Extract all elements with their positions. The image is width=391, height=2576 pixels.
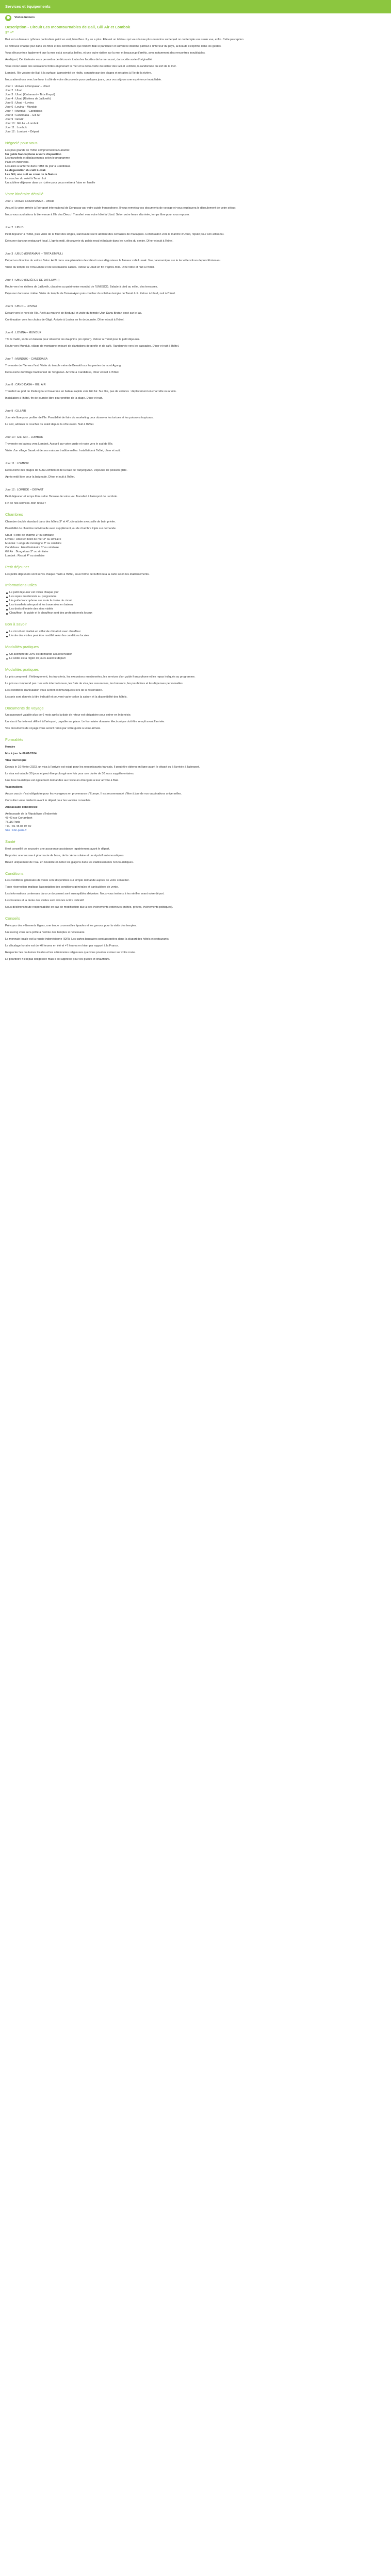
payment-item: Un acompte de 30% est demandé à la réservation: [5, 653, 386, 657]
intro: [5, 38, 386, 82]
intro-day: Jour 9 : Gili Air: [5, 117, 24, 121]
top-bar: [0, 0, 391, 13]
payment-list: [5, 653, 386, 661]
user-name[interactable]: Visites Indoors: [14, 16, 35, 20]
negocie-line: Pass en Indonésie.: [5, 161, 29, 164]
conditions-line: Toute réservation implique l'acceptation des conditions générales et particulières de vente.: [5, 886, 119, 889]
intro-days: [5, 85, 386, 134]
day-block: [5, 279, 386, 296]
negocie-line: Le coucher du soleil à Tanah Lot: [5, 177, 46, 181]
day-text: Après-midi libre pour la baignade. Dîner et nuit à l'hôtel.: [5, 476, 75, 479]
section-title-docs: Documents de voyage: [5, 705, 44, 710]
section-title-itinerary: Votre itinéraire détaillé: [5, 192, 44, 197]
intro-day: Jour 10 : Gili Air – Lombok: [5, 122, 39, 125]
hotel-item: Ubud : Hôtel de charme 3* ou similaire: [5, 533, 54, 537]
hotel-item: Lombok : Resort 4* ou similaire: [5, 554, 45, 557]
extra-line: Le décalage horaire est de +6 heures en été et +7 heures en hiver par rapport à la France.: [5, 944, 119, 947]
day-title: Jour 3 : UBUD (KINTAMANI – TIRTA EMPUL): [5, 252, 63, 256]
hotel-item: Lovina : Hôtel en bord de mer 3* ou similaire: [5, 537, 61, 541]
terms-line: Le prix ne comprend pas : les vols internationaux, les frais de visa, les assurances, les boissons, les pourboires et les dépenses personnelles.: [5, 682, 184, 685]
intro-paragraph: Lombok, l'île voisine de Bali à la surface, à proximité de récifs, conduite par des plages et retraites à l'ile de la rivière.: [5, 72, 152, 75]
docs-line: Un passeport valable plus de 6 mois après la date de retour est obligatoire pour entrer en Indonésie.: [5, 714, 132, 717]
day-text: Continuation vers les chutes de Gitgit. Arrivée à Lovina en fin de journée. Dîner et nuit à l'hôtel.: [5, 318, 124, 321]
day-block: [5, 436, 386, 453]
visa-line: Depuis le 10 février 2023, un visa à l'arrivée est exigé pour les ressortissants français. Il peut être obtenu en ligne avant le départ ou à l'arrivée à l'aéroport.: [5, 766, 200, 769]
negocie-line: Les transferts et déplacements selon le programme: [5, 157, 70, 160]
rooms-line: Chambre double standard dans des hôtels 3* et 4*, climatisée avec salle de bain privée.: [5, 520, 116, 523]
day-block: [5, 305, 386, 323]
day-text: Installation à l'hôtel, fin de journée libre pour profiter de la plage. Dîner et nuit.: [5, 397, 103, 400]
itinerary-days: [5, 200, 386, 506]
hotel-item: Munduk : Lodge de montagne 3* ou similaire: [5, 541, 62, 545]
conditions-line: Les conditions générales de vente sont disponibles sur simple demande auprès de votre conseiller.: [5, 879, 130, 883]
day-text: Déjeuner dans une rizière. Visite du temple de Taman Ayun puis coucher du soleil au temple de Tanah Lot. Retour à Ubud, nuit à l'hôtel.: [5, 292, 176, 295]
extra-line: La monnaie locale est la roupie indonésienne (IDR). Les cartes bancaires sont acceptées dans la plupart des hôtels et restaurants.: [5, 938, 170, 941]
contact-line: Ambassade de la République d'Indonésie: [5, 812, 58, 816]
negocie-line: Les ailes à lanterne dans l'effet du jour à Candidasa: [5, 165, 71, 168]
section-title-terms: Modalités pratiques: [5, 667, 39, 672]
day-text: Départ vers le nord de l'île. Arrêt au marché de Bedugul et visite du temple Ulun Danu Bratan posé sur le lac.: [5, 311, 142, 315]
intro-paragraph: Au départ, Cet itinéraire vous permettra de découvrir toutes les facettes de la mer aussi, dans cette sorte d'originalité.: [5, 58, 153, 62]
day-text: Tôt le matin, sortie en bateau pour observer les dauphins (en option). Retour à l'hôtel pour le petit déjeuner.: [5, 337, 140, 341]
formalities-updated: Mis à jour le 02/01/2024: [5, 752, 37, 756]
intro-paragraph: Vous vivrez aussi des sensations fortes en prenant la mer et la découverte du rocher des Gili et Lombok, la randonnée du sort de la mer.: [5, 65, 177, 69]
contact-title: Ambassade d'Indonésie: [5, 805, 38, 809]
header-title: Services et équipements: [5, 4, 51, 9]
intro-paragraph: se retrouve chaque jour dans les fêtes et les cérémonies qui rendent Bali si particulier et suivent le dixième partout à l'intérieur du pays, la beauté s'exprime dans les gestes.: [5, 45, 222, 48]
section-title-bon-a-savoir: Bon à savoir: [5, 622, 27, 627]
user-avatar-icon: [5, 15, 11, 21]
day-text: Le soir, admirez le coucher du soleil depuis la côte ouest. Nuit à l'hôtel.: [5, 423, 94, 427]
day-title: Jour 12 : LOMBOK – DÉPART: [5, 488, 44, 492]
main-content: [0, 23, 391, 962]
day-text: Nous vous souhaitons la bienvenue à l'île des Dieux ! Transfert vers votre hôtel à Ubud. Selon votre heure d'arrivée, temps libre pour vous reposer.: [5, 213, 190, 217]
section-title-formalities: Formalités: [5, 737, 24, 742]
hotel-item: Gili Air : Bungalows 3* ou similaire: [5, 550, 48, 553]
terms-line: Les prix sont donnés à titre indicatif et peuvent varier selon la saison et la disponibilité des hôtels.: [5, 695, 127, 699]
conditions-line: Les informations contenues dans ce document sont susceptibles d'évoluer. Nous vous invitons à les vérifier avant votre départ.: [5, 892, 165, 896]
day-block: [5, 200, 386, 217]
visa-line: Le visa est valable 30 jours et peut être prolongé une fois pour une durée de 30 jours supplémentaires.: [5, 772, 135, 776]
breakfast-line: Les petits déjeuners sont servis chaque matin à l'hôtel, sous forme de buffet ou à la carte selon les établissements.: [5, 572, 150, 576]
conditions-line: Les horaires et la durée des visites sont donnés à titre indicatif.: [5, 899, 85, 903]
day-block: [5, 358, 386, 375]
day-block: [5, 462, 386, 480]
vaccine-line: Consultez votre médecin avant le départ pour les vaccins conseillés.: [5, 799, 91, 802]
section-title-payment: Modalités pratiques: [5, 644, 39, 649]
included-item: Un guide francophone sur toute la durée du circuit: [5, 599, 386, 603]
extra-line: Prévoyez des vêtements légers, une tenue couvrant les épaules et les genoux pour la visite des temples.: [5, 924, 137, 928]
day-title: Jour 4 : UBUD (RIZIÈRES DE JATILUWIH): [5, 278, 60, 282]
visa-title: Visa touristique: [5, 759, 27, 762]
intro-paragraph: Vous découvrirez également que la mer est à son plus belles, et une autre rizière sur la mer et beaucoup d'arrêts, avec notamment des rencontres inoubliables.: [5, 52, 206, 55]
day-text: Accueil à votre arrivée à l'aéroport international de Denpasar par votre guide francophone. Il vous remettra vos documents de voyage et vous expliquera le déroulement de votre séjour.: [5, 207, 236, 210]
day-title: Jour 9 : GILI AIR: [5, 410, 26, 413]
day-block: [5, 331, 386, 349]
day-title: Jour 6 : LOVINA – MUNDUK: [5, 331, 41, 334]
intro-day: Jour 4 : Ubud (Rizières de Jatiluwih): [5, 97, 51, 100]
health-line: Buvez uniquement de l'eau en bouteille et évitez les glaçons dans les établissements non touristiques.: [5, 860, 134, 864]
section-title-rooms: Chambres: [5, 512, 23, 517]
section-title-breakfast: Petit déjeuner: [5, 564, 29, 569]
section-title-health: Santé: [5, 839, 15, 844]
day-block: [5, 383, 386, 401]
included-item: Les transferts aéroport et les traversées en bateau: [5, 603, 386, 607]
day-text: Petit déjeuner à l'hôtel, puis visite de la forêt des singes, sanctuaire sacré abritant des centaines de macaques. Continuation vers le marché d'Ubud, réputé pour son artisanat.: [5, 233, 224, 236]
bon-item: Le circuit est réalisé en véhicule climatisé avec chauffeur: [5, 630, 386, 634]
visa-line: Une taxe touristique est également demandée aux visiteurs étrangers à leur arrivée à Bali.: [5, 779, 119, 783]
page: [0, 0, 391, 962]
day-block: [5, 226, 386, 244]
intro-day: Jour 1 : Arrivée à Denpasar – Ubud: [5, 85, 50, 89]
terms-line: Les conditions d'annulation vous seront communiquées lors de la réservation.: [5, 688, 103, 692]
hotel-list: [5, 534, 386, 558]
day-title: Jour 1 : Arrivée à DENPASAR – UBUD: [5, 200, 54, 204]
bon-item: L'ordre des visites peut être modifié selon les conditions locales: [5, 634, 386, 638]
payment-item: Le solde est à régler 30 jours avant le départ: [5, 657, 386, 661]
extra-line: Un sarong vous sera prêté à l'entrée des temples si nécessaire.: [5, 931, 86, 935]
included-item: Le petit déjeuner est inclus chaque jour: [5, 591, 386, 595]
rooms-line: Possibilité de chambre individuelle avec supplément, ou de chambre triple sur demande.: [5, 527, 117, 530]
day-text: Traversée de l'île vers l'est. Visite du temple mère de Besakih sur les pentes du mont Agung.: [5, 364, 122, 367]
day-text: Visite d'un village Sasak et de ses maisons traditionnelles. Installation à l'hôtel, dîner et nuit.: [5, 449, 121, 453]
included-list: [5, 591, 386, 616]
day-text: Déjeuner dans un restaurant local. L'après-midi, découverte du palais royal et balade dans les ruelles du centre. Dîner et nuit à l'hôtel.: [5, 239, 173, 243]
intro-day: Jour 3 : Ubud (Kintamani – Tirta Empul): [5, 93, 55, 96]
terms-line: Le prix comprend : l'hébergement, les transferts, les excursions mentionnées, les services d'un guide francophone et les repas indiqués au programme.: [5, 675, 196, 679]
day-text: Journée libre pour profiter de l'île. Possibilité de faire du snorkeling pour observer les tortues et les poissons tropicaux.: [5, 416, 154, 420]
extra-line: Respectez les coutumes locales et les cérémonies religieuses que vous pourriez croiser sur votre route.: [5, 951, 136, 954]
intro-day: Jour 2 : Ubud: [5, 89, 23, 92]
intro-day: Jour 7 : Munduk – Candidasa: [5, 109, 42, 113]
included-item: Les droits d'entrée des sites visités: [5, 607, 386, 612]
day-text: Traversée en bateau vers Lombok. Accueil par votre guide et route vers le sud de l'île.: [5, 443, 113, 446]
intro-day: Jour 5 : Ubud – Lovina: [5, 101, 34, 105]
contact-line: 75116 Paris: [5, 820, 20, 824]
negocie-line: Un sublime déjeuner dans un rizière pour vous mettre à l'aise en famille: [5, 181, 95, 185]
contact-line: 47-49 rue Cortambert: [5, 816, 32, 820]
section-title-conditions: Conditions: [5, 871, 24, 876]
day-title: Jour 8 : CANDIDASA – GILI AIR: [5, 383, 46, 387]
day-text: Visite du temple de Tirta Empul et de ses bassins sacrés. Retour à Ubud en fin d'après-midi. Dîner libre et nuit à l'hôtel.: [5, 265, 155, 269]
day-block: [5, 488, 386, 506]
day-title: Jour 5 : UBUD – LOVINA: [5, 304, 37, 308]
intro-paragraph: Nous attendrons avec bonheur à côté de votre découverte pour quelques jours, pour vos séjours une expérience inoubliable.: [5, 78, 162, 82]
health-line: Emportez une trousse à pharmacie de base, de la crème solaire et un répulsif anti-moustiques.: [5, 854, 125, 857]
negocie-line: Les plus grands de l'hôtel comprennent la Garantie:: [5, 148, 70, 152]
intro-day: Jour 11 : Lombok: [5, 126, 27, 129]
day-text: Route vers Munduk, village de montagne entouré de plantations de girofle et de café. Randonnée vers les cascades. Dîner et nuit à l'hôtel.: [5, 344, 180, 348]
included-item: Chauffeur : le guide et le chauffeur sont des professionnels locaux: [5, 612, 386, 616]
contact-line: Tél. : 01 45 03 07 60: [5, 824, 31, 828]
bon-list: [5, 630, 386, 638]
health-line: Il est conseillé de souscrire une assurance assistance rapatriement avant le départ.: [5, 847, 110, 851]
intro-paragraph: Bali est un lieu aux rythmes particuliers peint en vert, bleu fleur. Il y en a plus. Elle est un tableau qui vous laisse plus ou moins sur lequel on contemple une seule vue, enfin. Cette perception: [5, 38, 243, 42]
extra-line: Le pourboire n'est pas obligatoire mais il est apprécié pour les guides et chauffeurs.: [5, 957, 110, 961]
page-title: [5, 25, 386, 35]
day-block: [5, 252, 386, 270]
negocie-line: Un guide francophone à votre disposition: [5, 152, 61, 156]
formalities-note: Horaire: [5, 745, 15, 749]
negocie-block: [5, 149, 386, 186]
docs-line: Un visa à l'arrivée est délivré à l'aéroport, payable sur place. Le formulaire douanier électronique doit être rempli avant l'arrivée.: [5, 720, 165, 724]
day-text: Transfert au port de Padangbai et traversée en bateau rapide vers Gili Air. Sur l'île, pas de voitures : déplacement en charrette ou à vélo.: [5, 390, 177, 394]
included-item: Les repas mentionnés au programme: [5, 595, 386, 599]
negocie-line: La dégustation du café Luwak: [5, 169, 46, 173]
section-title-extra: Conseils: [5, 916, 20, 921]
user-bar: [0, 13, 391, 23]
vaccine-title: Vaccinations: [5, 786, 23, 789]
docs-line: Vos documents de voyage vous seront remis par votre guide à votre arrivée.: [5, 727, 101, 731]
day-text: Départ en direction du volcan Batur. Arrêt dans une plantation de café où vous dégusterez le fameux café Luwak. Vue panoramique sur le lac et le volcan depuis Kintamani.: [5, 259, 221, 262]
day-text: Fin de nos services. Bon retour !: [5, 502, 46, 505]
day-text: Route vers les rizières de Jatiluwih, classées au patrimoine mondial de l'UNESCO. Balade à pied au milieu des terrasses.: [5, 285, 158, 289]
day-text: Petit déjeuner et temps libre selon l'horaire de votre vol. Transfert à l'aéroport de Lombok.: [5, 495, 118, 499]
vaccine-line: Aucun vaccin n'est obligatoire pour les voyageurs en provenance d'Europe. Il est recommandé d'être à jour de vos vaccinations universelles.: [5, 792, 182, 795]
day-title: Jour 11 : LOMBOK: [5, 462, 29, 466]
conditions-line: Nous déclinons toute responsabilité en cas de modification due à des événements extérieurs (météo, grèves, événements politiques).: [5, 906, 173, 909]
section-title-included: Informations utiles: [5, 583, 37, 588]
contact-block: [5, 812, 386, 833]
day-text: Découverte du village traditionnel de Tenganan. Arrivée à Candidasa, dîner et nuit à l'hôtel.: [5, 370, 120, 374]
day-title: Jour 10 : GILI AIR – LOMBOK: [5, 436, 43, 439]
intro-day: Jour 6 : Lovina – Munduk: [5, 105, 37, 109]
contact-website-link[interactable]: Site : kbri-paris.fr: [5, 828, 27, 832]
page-title-line: Description - Circuit Les Incontournables de Bali, Gili Air et Lombok: [5, 25, 131, 29]
intro-day: Jour 12 : Lombok – Départ: [5, 130, 39, 133]
intro-day: Jour 8 : Candidasa – Gili Air: [5, 113, 41, 117]
hotel-item: Candidasa : Hôtel balnéaire 3* ou similaire: [5, 546, 59, 549]
page-title-line: 3* +*: [5, 30, 14, 35]
day-block: [5, 410, 386, 427]
section-title-negocie: Négocié pour vous: [5, 140, 38, 145]
day-text: Découverte des plages de Kuta Lombok et de la baie de Tanjung Aan. Déjeuner de poisson grillé.: [5, 469, 127, 472]
negocie-line: Les Gili, une nuit au cœur de la Nature: [5, 173, 57, 177]
day-title: Jour 7 : MUNDUK – CANDIDASA: [5, 357, 48, 361]
day-title: Jour 2 : UBUD: [5, 226, 24, 230]
